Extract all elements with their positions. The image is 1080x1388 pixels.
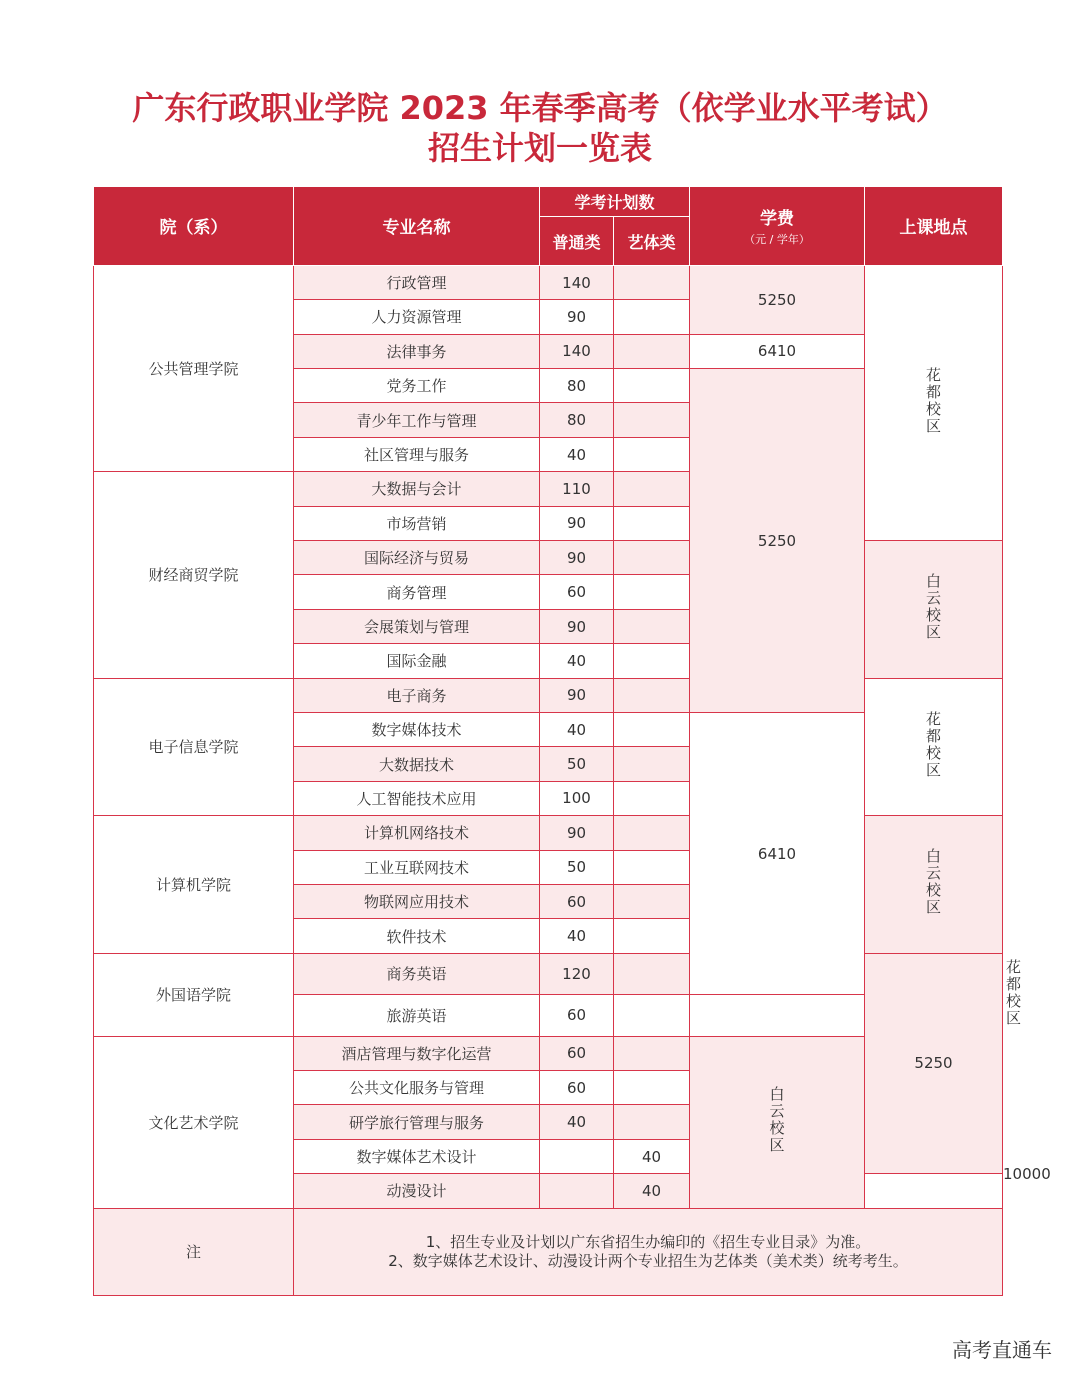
- arts-count: [614, 472, 690, 506]
- college-cell: 计算机学院: [94, 816, 294, 954]
- header-arts: 艺体类: [614, 217, 690, 266]
- college-cell: 财经商贸学院: [94, 472, 294, 678]
- arts-count: [614, 995, 690, 1036]
- arts-count: [614, 850, 690, 884]
- note-line-1: 1、招生专业及计划以广东省招生办编印的《招生专业目录》为准。: [425, 1232, 871, 1251]
- fee-cell: 6410: [690, 334, 865, 368]
- arts-count: [614, 953, 690, 994]
- major-name: 行政管理: [294, 265, 540, 299]
- arts-count: [614, 678, 690, 712]
- college-cell: 外国语学院: [94, 953, 294, 1036]
- arts-count: [614, 747, 690, 781]
- watermark: 高考直通车: [952, 1338, 1052, 1362]
- arts-count: 40: [614, 1174, 690, 1208]
- fee-cell: 5250: [690, 369, 865, 713]
- general-count: 40: [540, 919, 614, 953]
- fee-cell: 5250: [865, 953, 1003, 1174]
- arts-count: [614, 919, 690, 953]
- major-name: 数字媒体艺术设计: [294, 1139, 540, 1173]
- arts-count: [614, 1105, 690, 1139]
- location-text: 花都校区: [924, 366, 943, 435]
- general-count: 40: [540, 437, 614, 471]
- major-name: 社区管理与服务: [294, 437, 540, 471]
- major-name: 电子商务: [294, 678, 540, 712]
- arts-count: [614, 712, 690, 746]
- location-cell: [865, 265, 1003, 540]
- fee-cell: 5250: [690, 265, 865, 334]
- general-count: 100: [540, 781, 614, 815]
- college-cell: 公共管理学院: [94, 265, 294, 471]
- location-text: 花都校区: [1004, 958, 1023, 1027]
- general-count: 110: [540, 472, 614, 506]
- arts-count: [614, 403, 690, 437]
- general-count: 80: [540, 403, 614, 437]
- major-name: 法律事务: [294, 334, 540, 368]
- major-name: 人力资源管理: [294, 300, 540, 334]
- arts-count: [614, 300, 690, 334]
- header-fee-unit: （元 / 学年）: [744, 233, 810, 247]
- location-text: 白云校区: [924, 848, 943, 917]
- major-name: 市场营销: [294, 506, 540, 540]
- arts-count: [614, 884, 690, 918]
- general-count: 60: [540, 1071, 614, 1105]
- general-count: 50: [540, 747, 614, 781]
- arts-count: [614, 644, 690, 678]
- arts-count: [614, 369, 690, 403]
- major-name: 商务管理: [294, 575, 540, 609]
- major-name: 公共文化服务与管理: [294, 1071, 540, 1105]
- header-plan: 学考计划数: [540, 187, 690, 217]
- general-count: 90: [540, 816, 614, 850]
- page-title-line1: 广东行政职业学院 2023 年春季高考（依学业水平考试）: [132, 89, 948, 127]
- college-cell: 电子信息学院: [94, 678, 294, 816]
- location-cell: [865, 678, 1003, 816]
- general-count: 90: [540, 541, 614, 575]
- arts-count: 40: [614, 1139, 690, 1173]
- note-label: 注: [94, 1208, 294, 1295]
- note-text: [294, 1208, 1003, 1295]
- major-name: 会展策划与管理: [294, 609, 540, 643]
- general-count: 50: [540, 850, 614, 884]
- general-count: 40: [540, 712, 614, 746]
- general-count: 60: [540, 884, 614, 918]
- location-text: 花都校区: [924, 710, 943, 779]
- college-cell: 文化艺术学院: [94, 1036, 294, 1208]
- arts-count: [614, 575, 690, 609]
- fee-cell: 6410: [690, 712, 865, 994]
- major-name: 工业互联网技术: [294, 850, 540, 884]
- header-department: 院（系）: [94, 187, 294, 266]
- major-name: 研学旅行管理与服务: [294, 1105, 540, 1139]
- general-count: [540, 1139, 614, 1173]
- page-title-line2: 招生计划一览表: [427, 129, 652, 167]
- general-count: 90: [540, 678, 614, 712]
- arts-count: [614, 506, 690, 540]
- major-name: 人工智能技术应用: [294, 781, 540, 815]
- header-major: 专业名称: [294, 187, 540, 266]
- arts-count: [614, 541, 690, 575]
- major-name: 物联网应用技术: [294, 884, 540, 918]
- major-name: 国际经济与贸易: [294, 541, 540, 575]
- general-count: 90: [540, 300, 614, 334]
- major-name: 国际金融: [294, 644, 540, 678]
- general-count: 140: [540, 265, 614, 299]
- arts-count: [614, 609, 690, 643]
- enrollment-plan-table: 院（系） 专业名称 学考计划数 学费 （元 / 学年） 上课地点 普通类 艺体类 公共管理学院 行政管理 140 5250 花都校区 人力资源管理 90 法律事务 140 6410 党务工作 80 5250 青少年工作与管理 80 社区管理与服务 40 财经商贸学院 大数据与会计 110 市场营销 90 国际经济与贸易 90 白云校区 商务管理 60 会展策划与管理 90 国际金融 40 电子信息学院 电子商务 90 花都校区 数字媒体技术 40 6410 大数据技术 50 人工智能技术应用 100 计算机学院 计算机网络技术 90 白云校区 工业互联网技术 50 物联网应用技术 60 软件技术 40 外国语学院 商务英语 120 5250 花都校区 旅游英语 60 文化艺术学院 酒店管理与数字化运营 60 白云校区 公共文化服务与管理 60 研学旅行管理与服务 40 数字媒体艺术设计 40 10000 动漫设计 40 注 1、招生专业及计划以广东省招生办编印的《招生专业目录》为准。 2、数字媒体艺术设计、动漫设计两个专业招生为艺体类（美术类）统考考生。: [93, 186, 1003, 1296]
- major-name: 数字媒体技术: [294, 712, 540, 746]
- general-count: 120: [540, 953, 614, 994]
- arts-count: [614, 1036, 690, 1070]
- header-fee: [690, 187, 865, 266]
- general-count: 140: [540, 334, 614, 368]
- header-location: 上课地点: [865, 187, 1003, 266]
- arts-count: [614, 437, 690, 471]
- general-count: 40: [540, 644, 614, 678]
- major-name: 大数据与会计: [294, 472, 540, 506]
- general-count: 90: [540, 609, 614, 643]
- header-general: 普通类: [540, 217, 614, 266]
- location-cell: [865, 541, 1003, 679]
- arts-count: [614, 816, 690, 850]
- major-name: 商务英语: [294, 953, 540, 994]
- major-name: 动漫设计: [294, 1174, 540, 1208]
- general-count: 60: [540, 1036, 614, 1070]
- note-line-2: 2、数字媒体艺术设计、动漫设计两个专业招生为艺体类（美术类）统考考生。: [388, 1251, 908, 1270]
- major-name: 软件技术: [294, 919, 540, 953]
- general-count: 60: [540, 995, 614, 1036]
- arts-count: [614, 265, 690, 299]
- location-cell: [690, 1036, 865, 1208]
- major-name: 计算机网络技术: [294, 816, 540, 850]
- general-count: 90: [540, 506, 614, 540]
- general-count: 80: [540, 369, 614, 403]
- general-count: [540, 1174, 614, 1208]
- general-count: 40: [540, 1105, 614, 1139]
- location-text: 白云校区: [767, 1086, 786, 1155]
- header-fee-label: 学费: [760, 209, 795, 230]
- location-text: 白云校区: [924, 573, 943, 642]
- arts-count: [614, 1071, 690, 1105]
- major-name: 大数据技术: [294, 747, 540, 781]
- major-name: 旅游英语: [294, 995, 540, 1036]
- location-cell: [865, 816, 1003, 954]
- general-count: 60: [540, 575, 614, 609]
- major-name: 酒店管理与数字化运营: [294, 1036, 540, 1070]
- major-name: 青少年工作与管理: [294, 403, 540, 437]
- arts-count: [614, 334, 690, 368]
- arts-count: [614, 781, 690, 815]
- major-name: 党务工作: [294, 369, 540, 403]
